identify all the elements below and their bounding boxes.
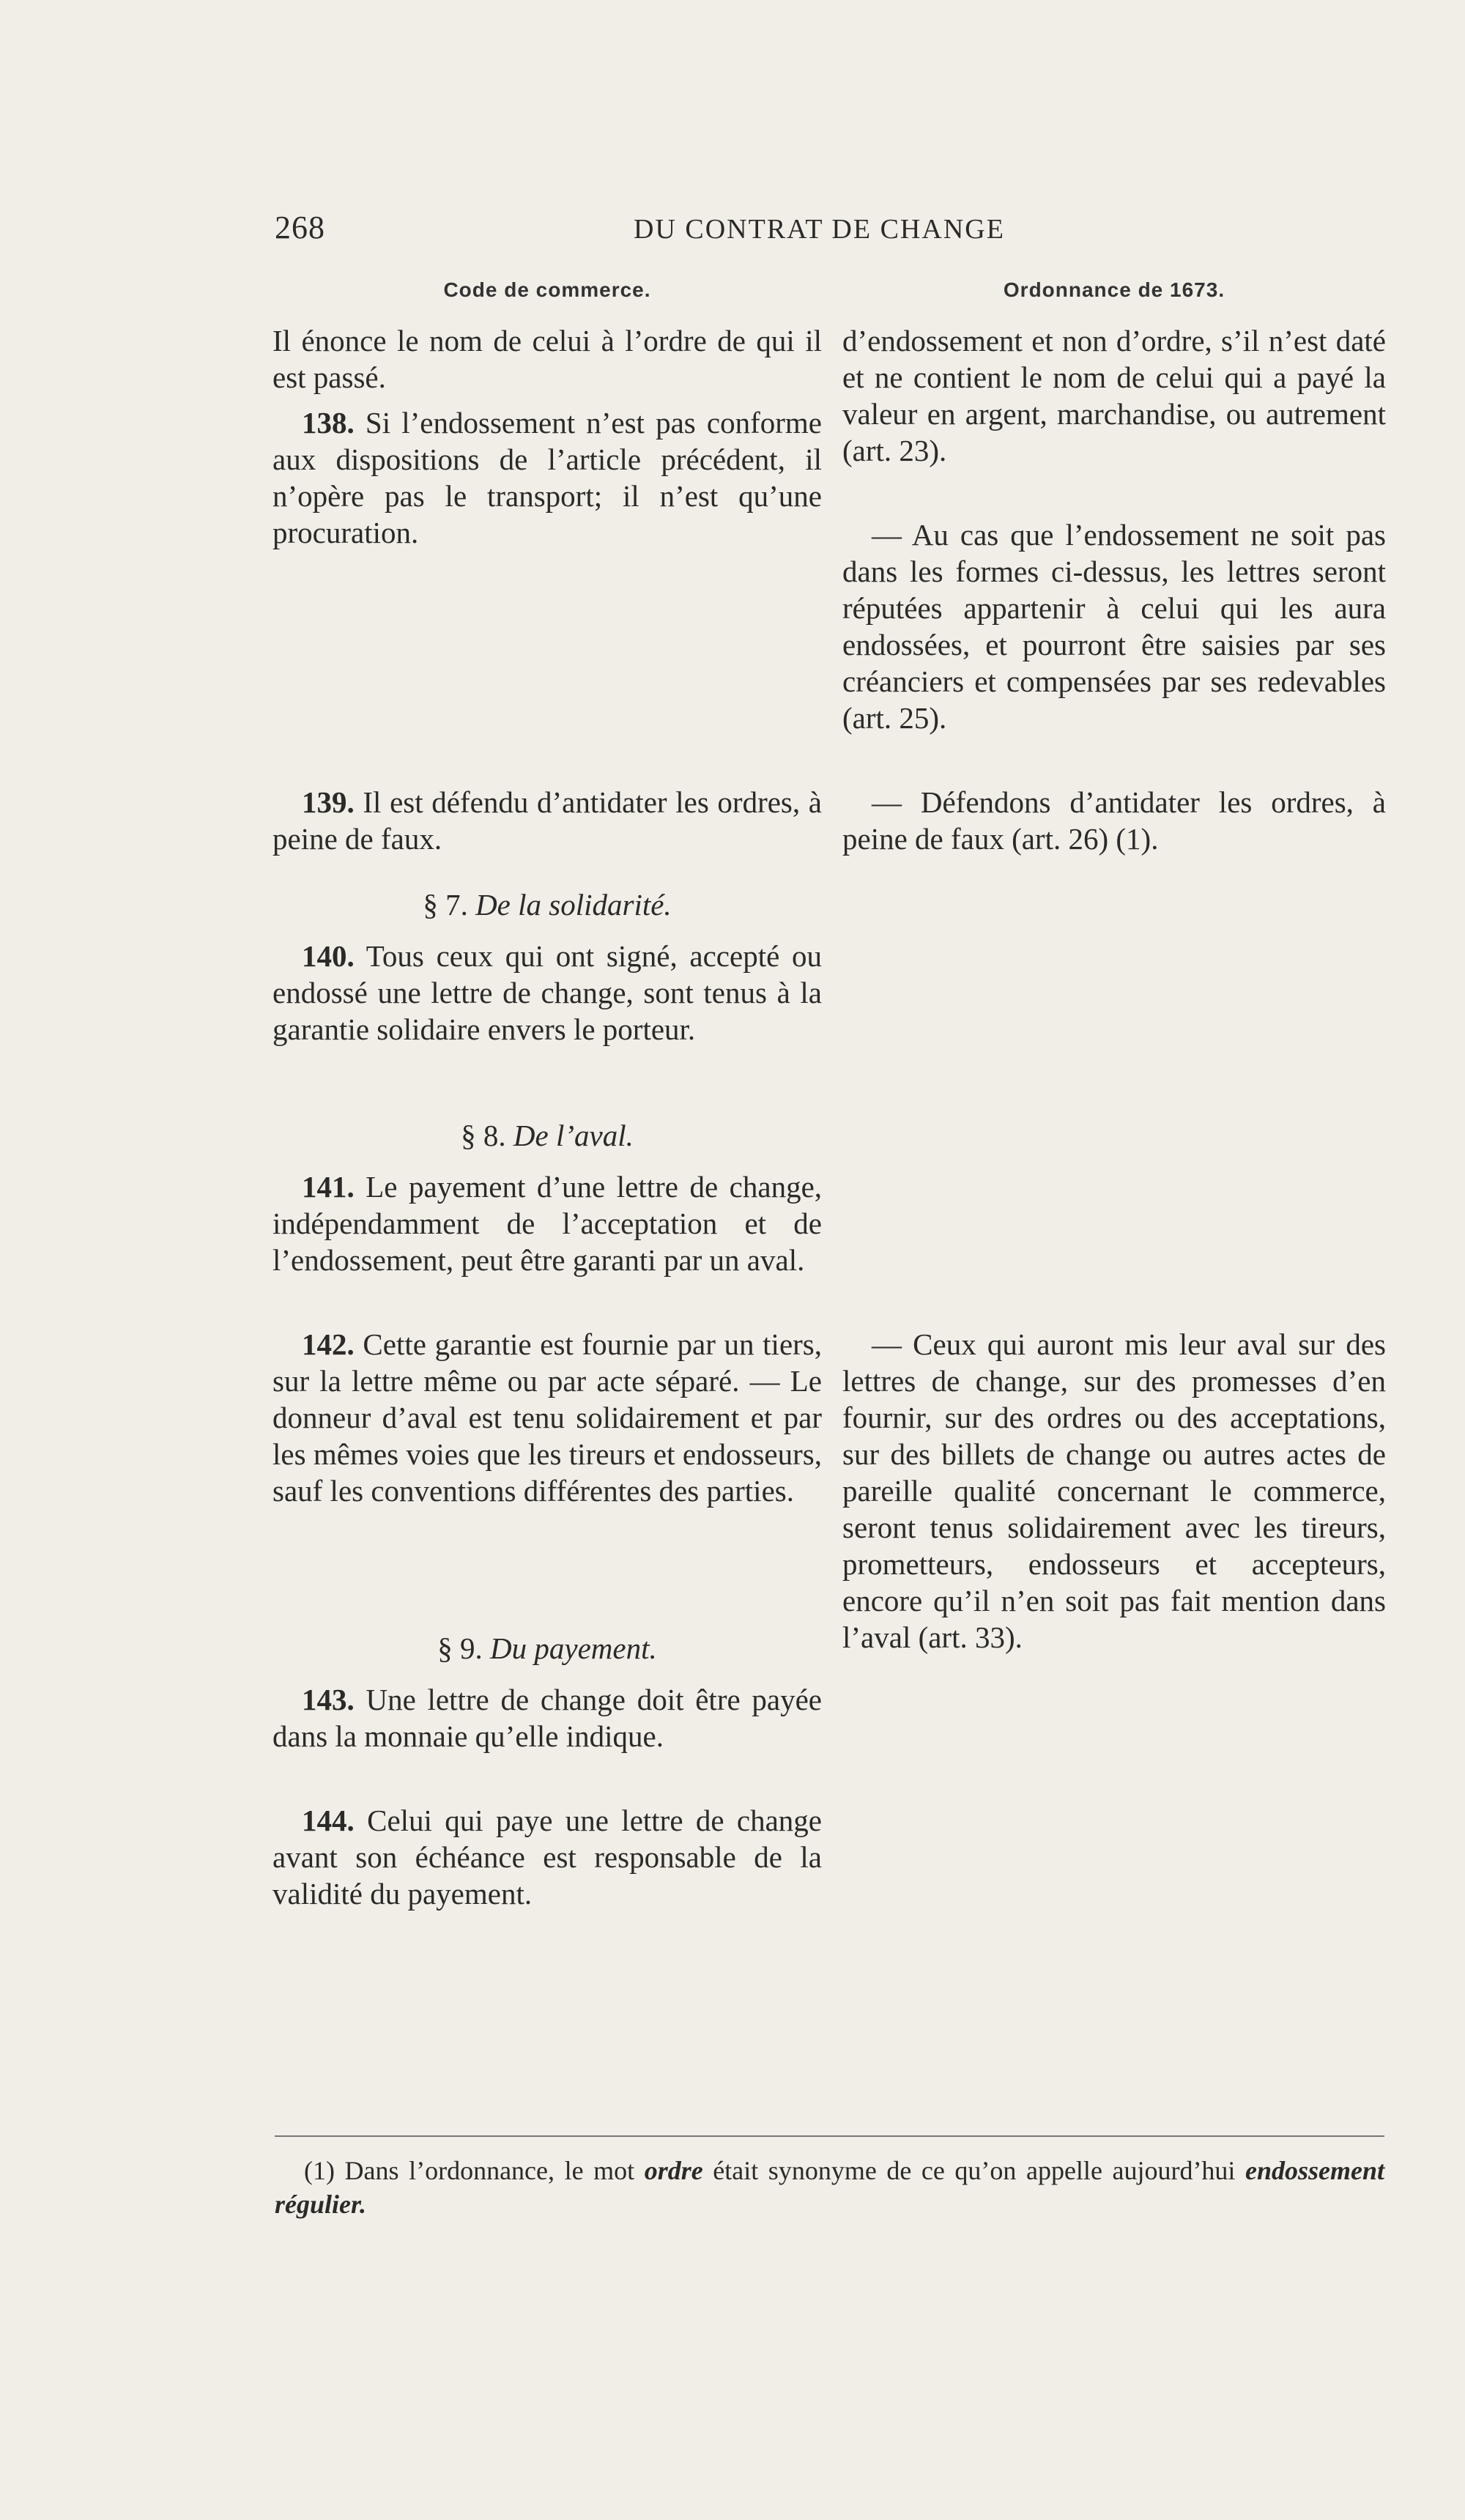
article-141: 141. Le payement d’une lettre de change, indépendamment de l’acceptation et de l’endossement, peut être garanti par un aval. [272, 1170, 823, 1277]
right-column-heading: Ordonnance de 1673. [1003, 278, 1225, 301]
footnote-term-ordre: ordre [644, 2156, 703, 2185]
page-header [275, 209, 1388, 253]
article-number: 144. [302, 1804, 355, 1837]
footnote-term-endossement: endossement régulier. [275, 2156, 1385, 2219]
section-heading-7: § 7. De la solidarité. [423, 888, 672, 922]
ordonnance-paragraph-1: d’endossement et non d’ordre, s’il n’est daté et ne contient le nom de celui qui a payé la valeur en argent, marchandise, ou autrement (art. 23). [842, 324, 1386, 467]
running-title: DU CONTRAT DE CHANGE [634, 214, 1005, 245]
article-number: 138. [302, 406, 355, 440]
right-column-ordonnance-1673 [842, 278, 1386, 1654]
article-number: 142. [302, 1327, 355, 1361]
article-144: 144. Celui qui paye une lettre de change avant son échéance est responsable de la validité du payement. [272, 1804, 823, 1911]
left-column-code-de-commerce [272, 278, 823, 1911]
ordonnance-paragraph-2: — Au cas que l’endossement ne soit pas dans les formes ci-dessus, les lettres seront réputées appartenir à celui qui les aura endossées, et pourront être saisies par ses créanciers et compensées par ses redevables (art. 25). [842, 518, 1386, 735]
article-number: 143. [302, 1683, 355, 1716]
article-140: 140. Tous ceux qui ont signé, accepté ou endossé une lettre de change, sont tenus à la garantie solidaire envers le porteur. [272, 939, 822, 1046]
footnote-rule [275, 2135, 1384, 2137]
ordonnance-paragraph-4: — Ceux qui auront mis leur aval sur des lettres de change, sur des promesses d’en fournir, sur des ordres ou des acceptations, sur des billets de change ou autres actes de pareille qualité concernant le commerce, seront tenus solidairement avec les tireurs, prometteurs, endosseurs et accepteurs, encore qu’il n’en soit pas fait mention dans l’aval (art. 33). [842, 1327, 1386, 1654]
article-142: 142. Cette garantie est fournie par un tiers, sur la lettre même ou par acte séparé. — Le donneur d’aval est tenu solidairement et par les mêmes voies que les tireurs et endosseurs, sauf les conventions différentes des parties. [272, 1327, 823, 1508]
paragraph-continuation: Il énonce le nom de celui à l’ordre de qui il est passé. [272, 324, 822, 394]
article-number: 139. [302, 785, 355, 819]
article-143: 143. Une lettre de change doit être payée dans la monnaie qu’elle indique. [272, 1683, 822, 1753]
ordonnance-paragraph-3: — Défendons d’antidater les ordres, à peine de faux (art. 26) (1). [842, 785, 1386, 856]
article-138: 138. Si l’endossement n’est pas conforme aux dispositions de l’article précédent, il n’opère pas le transport; il n’est qu’une procuration. [272, 406, 822, 549]
article-number: 140. [302, 939, 355, 973]
section-heading-9: § 9. Du payement. [437, 1631, 657, 1665]
article-number: 141. [302, 1170, 355, 1204]
article-139: 139. Il est défendu d’antidater les ordres, à peine de faux. [272, 785, 822, 856]
page-number: 268 [275, 210, 325, 245]
section-heading-8: § 8. De l’aval. [461, 1119, 634, 1152]
footnote: (1) Dans l’ordonnance, le mot ordre était synonyme de ce qu’on appelle aujourd’hui endossement régulier. [275, 2156, 1385, 2219]
left-column-heading: Code de commerce. [443, 278, 651, 301]
